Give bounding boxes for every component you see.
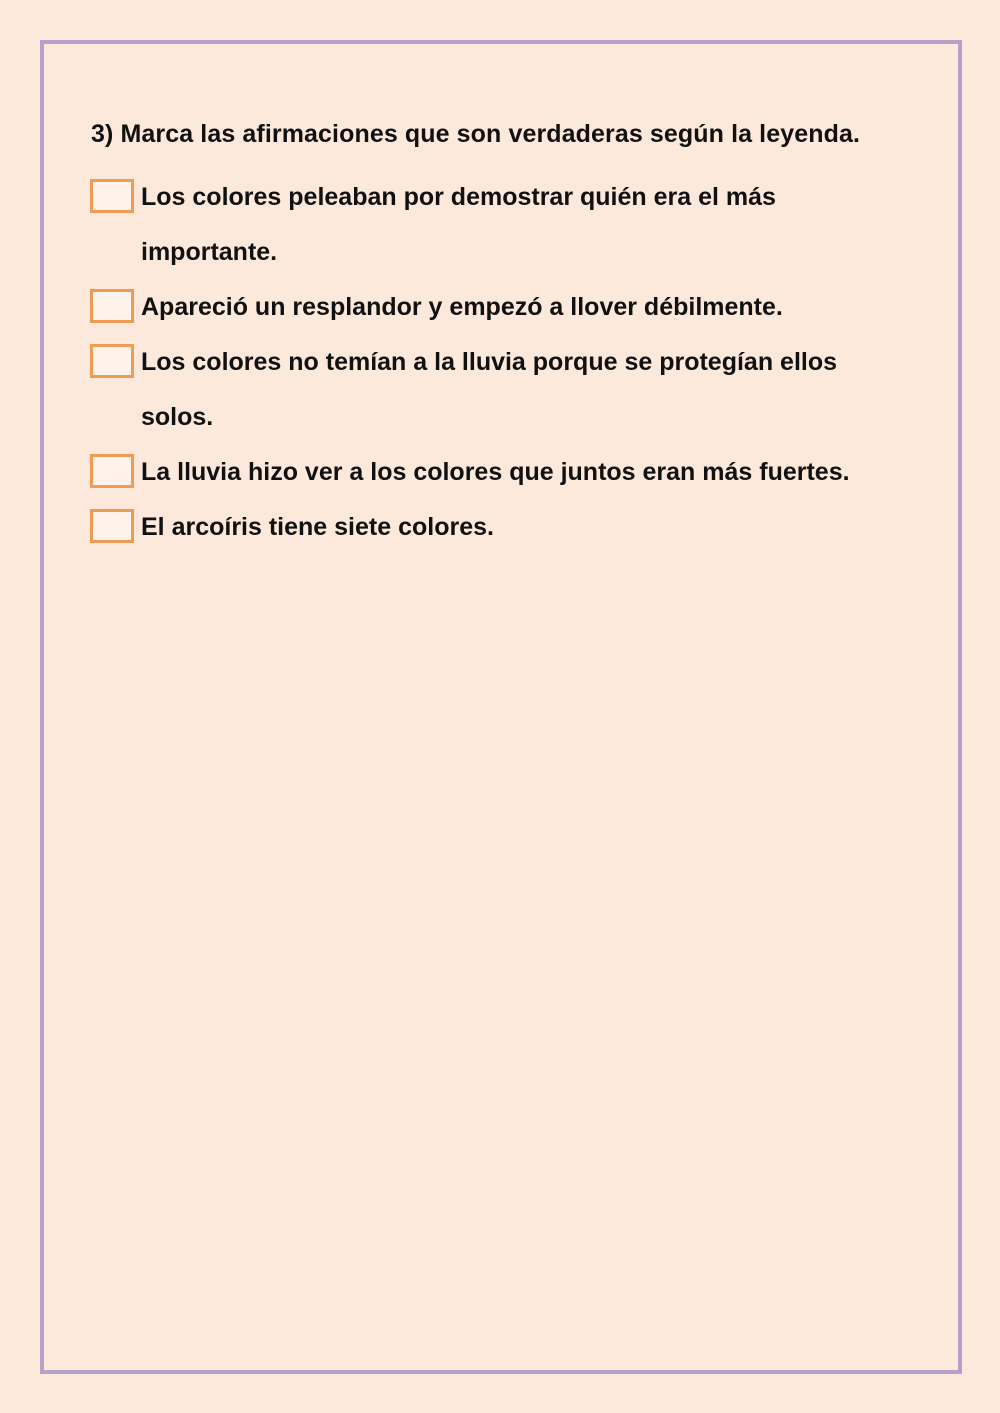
statement-checkbox[interactable]	[90, 179, 134, 213]
statement-checkbox[interactable]	[90, 344, 134, 378]
statement-text: Los colores no temían a la lluvia porque se protegían ellos solos.	[141, 348, 838, 431]
statement-text: El arcoíris tiene siete colores.	[141, 513, 494, 541]
statement-item	[90, 452, 890, 507]
statement-text: Los colores peleaban por demostrar quién era el más importante.	[141, 183, 776, 266]
statement-checkbox[interactable]	[90, 509, 134, 543]
statement-item	[90, 287, 890, 342]
statement-text: Apareció un resplandor y empezó a llover débilmente.	[141, 293, 783, 321]
statement-item	[90, 507, 890, 562]
statements-list	[90, 177, 890, 562]
question-heading: 3) Marca las afirmaciones que son verdaderas según la leyenda.	[91, 120, 861, 148]
statement-item	[90, 342, 890, 452]
statement-text: La lluvia hizo ver a los colores que juntos eran más fuertes.	[141, 458, 850, 486]
statement-checkbox[interactable]	[90, 454, 134, 488]
statement-item	[90, 177, 890, 287]
statement-checkbox[interactable]	[90, 289, 134, 323]
